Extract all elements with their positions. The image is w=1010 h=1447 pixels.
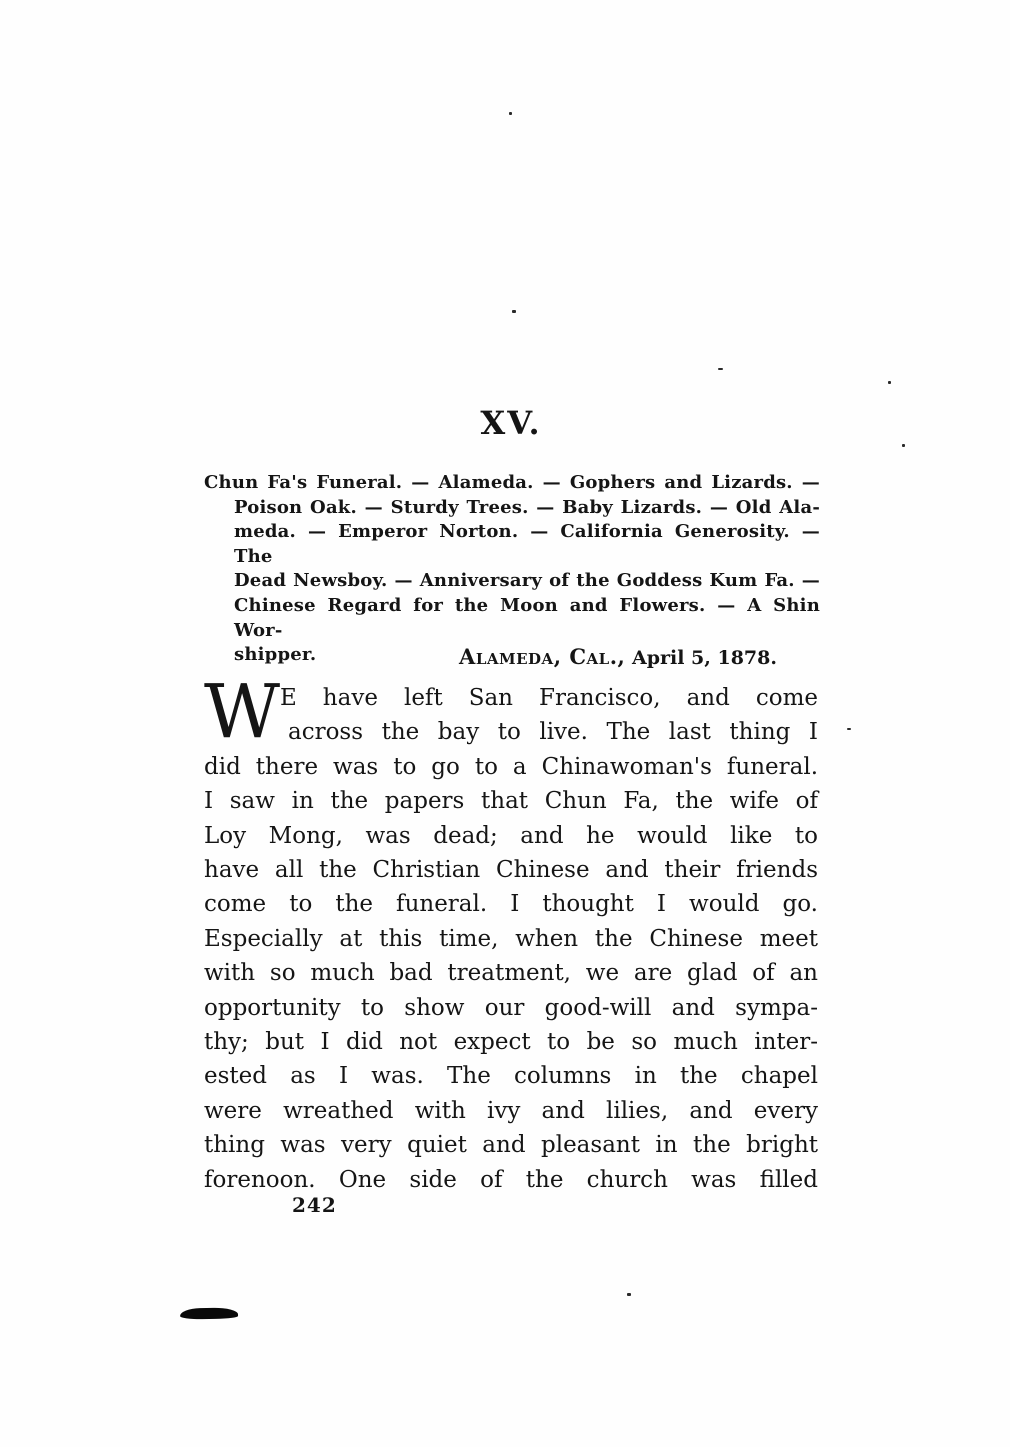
summary-line: Dead Newsboy. — Anniversary of the Goddess Kum Fa. — [234, 570, 820, 592]
body-line: E have left San Francisco, and come [280, 685, 818, 711]
summary-line: shipper. [234, 644, 317, 666]
page-number: 242 [292, 1193, 337, 1217]
body-line: I saw in the papers that Chun Fa, the wife of [204, 788, 818, 815]
summary-line: Chinese Regard for the Moon and Flowers. — A Shin Wor- [234, 594, 820, 641]
scan-speck [718, 368, 723, 370]
scan-speck [847, 728, 851, 730]
body-line: across the bay to live. The last thing I [288, 719, 818, 746]
body-line: Loy Mong, was dead; and he would like to [204, 822, 818, 849]
scan-speck [509, 112, 512, 115]
dateline-place: Alameda, Cal., [459, 644, 626, 669]
body-line: Especially at this time, when the Chinese meet [204, 925, 818, 952]
scan-speck [512, 310, 516, 313]
body-line: come to the funeral. I thought I would go. [204, 891, 818, 918]
summary-line: Poison Oak. — Sturdy Trees. — Baby Lizards. — Old Ala- [234, 496, 820, 518]
chapter-summary [204, 471, 820, 668]
body-text [204, 669, 818, 1197]
summary-line: meda. — Emperor Norton. — California Generosity. — The [234, 521, 820, 567]
body-line: opportunity to show our good-will and sympa- [204, 994, 818, 1021]
dateline [204, 644, 777, 669]
scan-speck [888, 381, 891, 384]
body-line: thy; but I did not expect to be so much inter- [204, 1029, 818, 1056]
body-line: have all the Christian Chinese and their friends [204, 857, 818, 884]
body-line: ested as I was. The columns in the chapel [204, 1063, 818, 1090]
drop-cap: W [204, 669, 281, 755]
body-line: did there was to go to a Chinawoman's funeral. [204, 753, 818, 780]
ink-smudge [180, 1307, 238, 1319]
scan-speck [627, 1293, 631, 1296]
body-line: with so much bad treatment, we are glad of an [204, 960, 818, 987]
dateline-date: April 5, 1878. [625, 647, 777, 669]
body-line: forenoon. One side of the church was filled [204, 1166, 818, 1193]
summary-line: Chun Fa's Funeral. — Alameda. — Gophers and Lizards. — [204, 472, 820, 493]
body-line: were wreathed with ivy and lilies, and every [204, 1097, 818, 1124]
chapter-heading: XV. [480, 404, 542, 442]
scan-speck [902, 444, 905, 447]
body-line: thing was very quiet and pleasant in the bright [204, 1132, 818, 1159]
